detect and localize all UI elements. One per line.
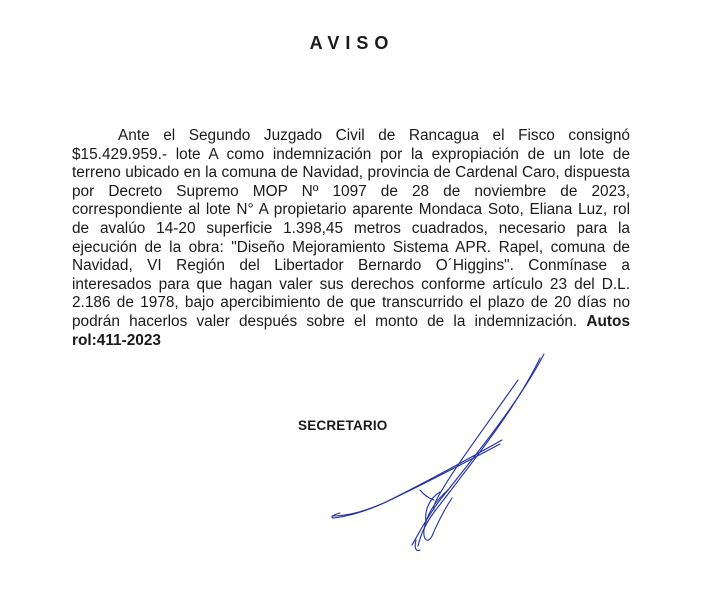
notice-title: AVISO	[309, 33, 395, 53]
notice-body	[72, 127, 630, 350]
signatory-title: SECRETARIO	[298, 418, 388, 433]
case-reference: Autos rol:411-2023	[72, 312, 631, 349]
notice-body-text: Ante el Segundo Juzgado Civil de Rancagua el Fisco consignó $15.429.959.- lote A como indemnización por la expropiación de un lote de terreno ubicado en la comuna de Navidad, provincia de Cardenal Caro, dispuesta por Decreto Supremo MOP Nº 1097 de 28 de noviembre de 2023, correspondiente al lote N° A propietario aparente Mondaca Soto, Eliana Luz, rol de avalúo 14-20 superficie 1.398,45 metros cuadrados, necesario para la ejecución de la obra: "Diseño Mejoramiento Sistema APR. Rapel, comuna de Navidad, VI Región del Libertador Bernardo O´Higgins". Conmínase a interesados para que hagan valer sus derechos conforme artículo 23 del D.L. 2.186 de 1978, bajo apercibimiento de que transcurrido el plazo de 20 días no podrán hacerlos valer después sobre el monto de la indemnización.	[72, 127, 630, 330]
handwritten-signature	[320, 340, 560, 570]
